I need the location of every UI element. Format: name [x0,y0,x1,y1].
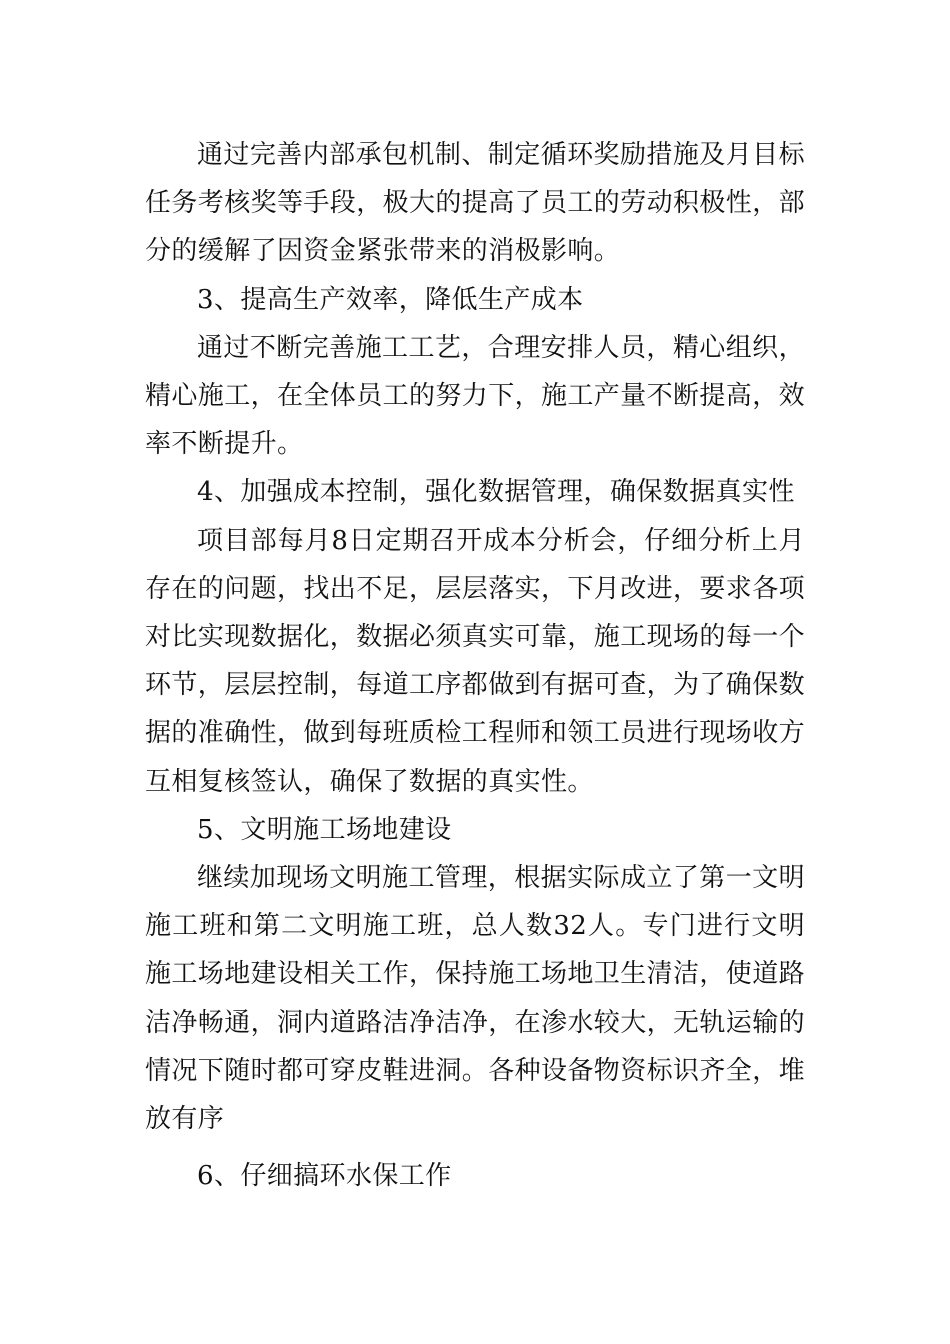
paragraph-construction-process: 通过不断完善施工工艺，合理安排人员，精心组织，精心施工，在全体员工的努力下，施工产量不断提高，效率不断提升。 [145,332,806,460]
paragraph-gap [145,1143,805,1152]
paragraph-incentive-mechanism: 通过完善内部承包机制、制定循环奖励措施及月目标任务考核奖等手段，极大的提高了员工的劳动积极性，部分的缓解了因资金紧张带来的消极影响。 [145,140,806,267]
paragraph-cost-analysis: 项目部每月8日定期召开成本分析会，仔细分析上月存在的问题，找出不足，层层落实，下月改进，要求各项对比实现数据化，数据必须真实可靠，施工现场的每一个环节，层层控制，每道工序都做到有据可查，为了确保数据的准确性，做到每班质检工程师和领工员进行现场收方互相复核签认，确保了数据的真实性。 [145,525,806,797]
heading-environmental-protection: 6、仔细搞环水保工作 [197,1161,452,1192]
heading-production-efficiency: 3、提高生产效率，降低生产成本 [197,284,584,315]
paragraph-civilized-site-management: 继续加现场文明施工管理，根据实际成立了第一文明施工班和第二文明施工班，总人数32人。专门进行文明施工场地建设相关工作，保持施工场地卫生清洁，使道路洁净畅通，洞内道路洁净洁净，在渗水较大，无轨运输的情况下随时都可穿皮鞋进洞。各种设备物资标识齐全，堆放有序 [145,863,806,1135]
heading-cost-control: 4、加强成本控制，强化数据管理，确保数据真实性 [197,477,795,508]
heading-civilized-construction: 5、文明施工场地建设 [197,814,452,845]
document-body [145,131,805,1200]
